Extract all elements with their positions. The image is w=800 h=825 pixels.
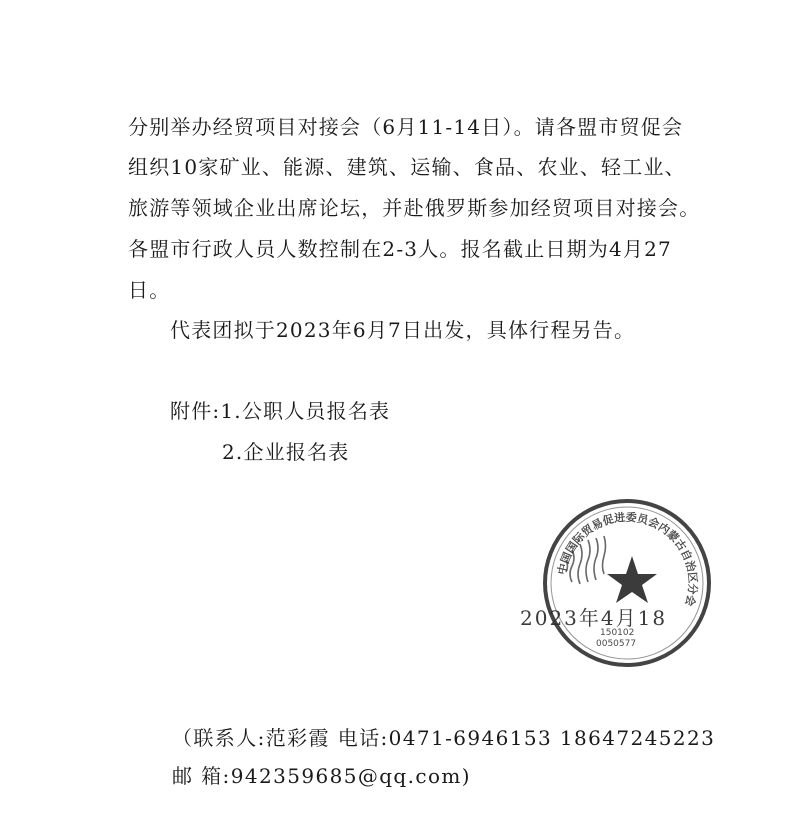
paragraph1-line1: 分别举办经贸项目对接会（6月11-14日）。请各盟市贸促会 (128, 115, 684, 139)
contact-line1: （联系人:范彩霞 电话:0471-6946153 18647245223 (172, 726, 716, 750)
star-icon (607, 556, 657, 603)
issue-date: 2023年4月18 (520, 606, 668, 630)
paragraph1-line2: 组织10家矿业、能源、建筑、运输、食品、农业、轻工业、 (128, 155, 686, 179)
paragraph2: 代表团拟于2023年6月7日出发，具体行程另告。 (170, 318, 636, 342)
attachment-line1: 附件:1.公职人员报名表 (170, 399, 391, 423)
seal-code-2: 0050577 (596, 639, 637, 649)
paragraph1-line5: 日。 (128, 278, 171, 302)
paragraph1-line4: 各盟市行政人员人数控制在2-3人。报名截止日期为4月27 (128, 237, 672, 261)
official-seal (542, 498, 712, 668)
attachment-line2: 2.企业报名表 (222, 440, 350, 464)
paragraph1-line3: 旅游等领域企业出席论坛，并赴俄罗斯参加经贸项目对接会。 (128, 196, 701, 220)
seal-arc-text: 中国国际贸易促进委员会内蒙古自治区分会 (555, 510, 700, 608)
contact-line2: 邮 箱:942359685@qq.com) (172, 764, 471, 788)
seal-code-1: 150102 (600, 628, 635, 638)
